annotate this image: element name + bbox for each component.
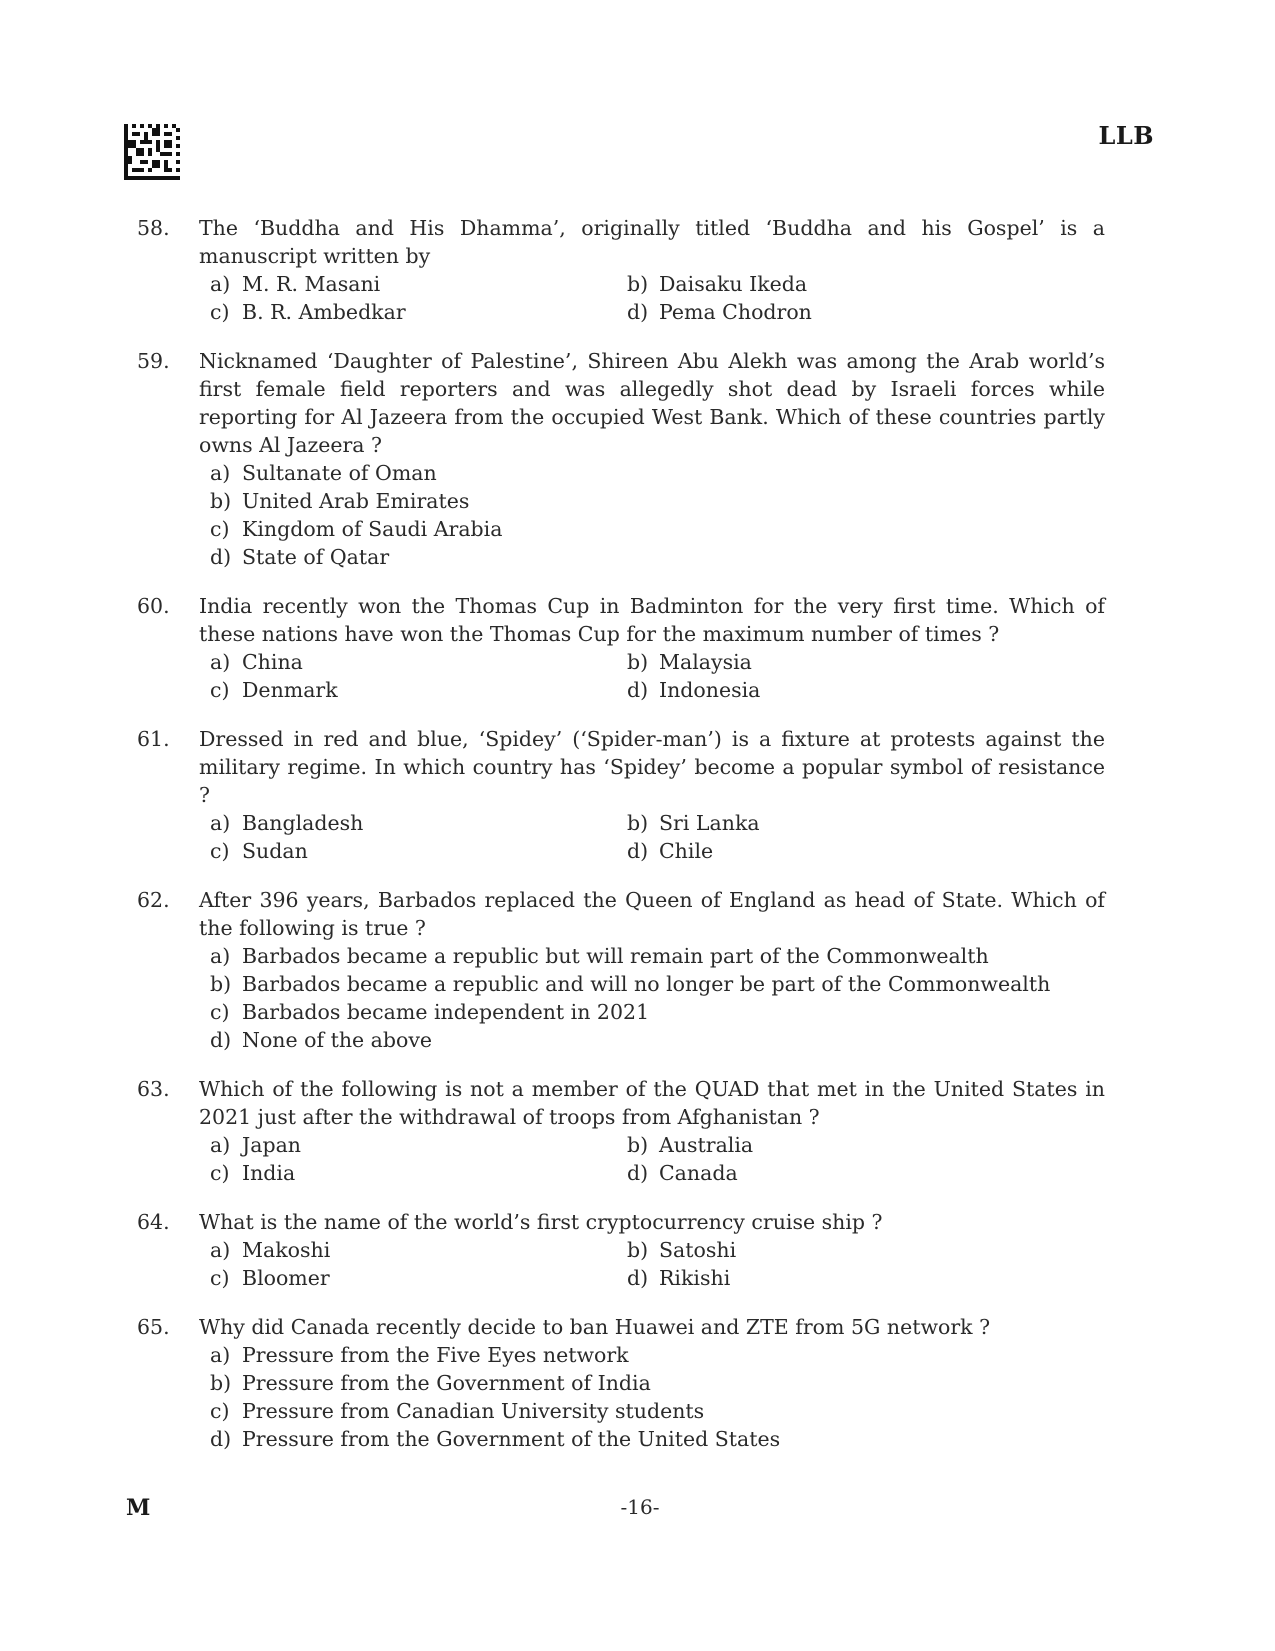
option-label: d): [210, 545, 232, 569]
option-a: [210, 809, 627, 837]
option-label: a): [210, 272, 231, 296]
option-label: a): [210, 1133, 231, 1157]
option-label: d): [627, 1161, 649, 1185]
option-label: c): [210, 1161, 230, 1185]
option-text: Japan: [242, 1133, 301, 1157]
question-number: 62.: [137, 888, 170, 912]
option-label: a): [210, 944, 231, 968]
option-label: a): [210, 1238, 231, 1262]
question-number: 64.: [137, 1210, 170, 1234]
option-a: [210, 942, 1105, 970]
question-text: Why did Canada recently decide to ban Huawei and ZTE from 5G network ?: [199, 1315, 991, 1339]
question-text: Nicknamed ‘Daughter of Palestine’, Shireen Abu Alekh was among the Arab world’s first female field reporters and was allegedly shot dead by Israeli forces while reporting for Al Jazeera from the occupied West Bank. Which of these countries partly owns Al Jazeera ?: [199, 349, 1105, 457]
option-c: [210, 837, 627, 865]
option-c: [210, 1264, 627, 1292]
option-label: a): [210, 811, 231, 835]
option-text: B. R. Ambedkar: [242, 300, 406, 324]
option-a: [210, 648, 627, 676]
option-b: [627, 809, 1105, 837]
option-d: [627, 1159, 1105, 1187]
option-label: c): [210, 300, 230, 324]
question-text: What is the name of the world’s first cryptocurrency cruise ship ?: [199, 1210, 883, 1234]
option-a: [210, 459, 1105, 487]
option-d: [210, 543, 1105, 571]
option-text: Pressure from the Five Eyes network: [242, 1343, 629, 1367]
option-text: M. R. Masani: [242, 272, 381, 296]
question-58: [137, 214, 1105, 326]
option-label: b): [627, 272, 649, 296]
option-text: State of Qatar: [242, 545, 390, 569]
question-text: Which of the following is not a member of the QUAD that met in the United States in 2021 just after the withdrawal of troops from Afghanistan ?: [199, 1077, 1105, 1129]
option-label: b): [627, 1238, 649, 1262]
question-64: [137, 1208, 1105, 1292]
option-text: Satoshi: [659, 1238, 737, 1262]
option-label: c): [210, 1399, 230, 1423]
option-text: Makoshi: [242, 1238, 331, 1262]
option-b: [627, 270, 1105, 298]
options: [210, 459, 1105, 571]
qr-code-icon: [124, 124, 180, 180]
option-label: a): [210, 650, 231, 674]
page-number: -16-: [620, 1495, 660, 1519]
option-text: Rikishi: [659, 1266, 731, 1290]
option-d: [627, 298, 1105, 326]
option-text: Bangladesh: [242, 811, 364, 835]
option-label: a): [210, 1343, 231, 1367]
option-a: [210, 1131, 627, 1159]
option-label: b): [210, 1371, 232, 1395]
options: [210, 942, 1105, 1054]
option-label: d): [627, 300, 649, 324]
option-text: Pressure from the Government of India: [242, 1371, 651, 1395]
option-c: [210, 515, 1105, 543]
question-number: 58.: [137, 216, 170, 240]
question-65: [137, 1313, 1105, 1453]
option-label: b): [627, 1133, 649, 1157]
option-label: b): [627, 811, 649, 835]
option-text: Sudan: [242, 839, 308, 863]
options: [210, 1131, 1105, 1187]
option-label: c): [210, 1000, 230, 1024]
option-a: [210, 1236, 627, 1264]
option-b: [627, 1131, 1105, 1159]
set-code: M: [126, 1495, 151, 1521]
question-number: 60.: [137, 594, 170, 618]
option-label: d): [210, 1028, 232, 1052]
option-label: d): [627, 1266, 649, 1290]
option-text: United Arab Emirates: [242, 489, 470, 513]
option-text: Pema Chodron: [659, 300, 812, 324]
option-label: b): [210, 972, 232, 996]
option-label: b): [627, 650, 649, 674]
option-text: None of the above: [242, 1028, 433, 1052]
option-c: [210, 998, 1105, 1026]
option-label: d): [627, 839, 649, 863]
question-60: [137, 592, 1105, 704]
option-text: Malaysia: [659, 650, 752, 674]
option-text: Pressure from the Government of the United States: [242, 1427, 781, 1451]
option-text: India: [242, 1161, 296, 1185]
option-a: [210, 1341, 1105, 1369]
options: [210, 1341, 1105, 1453]
option-b: [210, 487, 1105, 515]
question-number: 65.: [137, 1315, 170, 1339]
option-b: [210, 970, 1105, 998]
question-61: [137, 725, 1105, 865]
option-text: Indonesia: [659, 678, 761, 702]
options: [210, 648, 1105, 704]
option-text: Barbados became a republic and will no longer be part of the Commonwealth: [242, 972, 1051, 996]
option-d: [627, 837, 1105, 865]
option-text: Chile: [659, 839, 714, 863]
question-list: [137, 214, 1105, 1474]
option-b: [627, 648, 1105, 676]
option-b: [210, 1369, 1105, 1397]
option-label: d): [210, 1427, 232, 1451]
option-label: d): [627, 678, 649, 702]
option-d: [627, 676, 1105, 704]
question-number: 59.: [137, 349, 170, 373]
options: [210, 809, 1105, 865]
option-text: Barbados became independent in 2021: [242, 1000, 650, 1024]
options: [210, 270, 1105, 326]
option-label: c): [210, 1266, 230, 1290]
option-d: [627, 1264, 1105, 1292]
option-text: Bloomer: [242, 1266, 330, 1290]
option-text: China: [242, 650, 303, 674]
option-label: b): [210, 489, 232, 513]
question-63: [137, 1075, 1105, 1187]
option-label: a): [210, 461, 231, 485]
option-text: Canada: [659, 1161, 738, 1185]
option-text: Denmark: [242, 678, 338, 702]
option-text: Sultanate of Oman: [242, 461, 437, 485]
option-text: Pressure from Canadian University students: [242, 1399, 705, 1423]
options: [210, 1236, 1105, 1292]
question-text: India recently won the Thomas Cup in Badminton for the very first time. Which of these nations have won the Thomas Cup for the maximum number of times ?: [199, 594, 1105, 646]
option-c: [210, 298, 627, 326]
option-c: [210, 1397, 1105, 1425]
question-62: [137, 886, 1105, 1054]
question-number: 61.: [137, 727, 170, 751]
option-text: Barbados became a republic but will remain part of the Commonwealth: [242, 944, 989, 968]
option-text: Sri Lanka: [659, 811, 760, 835]
option-c: [210, 1159, 627, 1187]
question-text: Dressed in red and blue, ‘Spidey’ (‘Spider-man’) is a fixture at protests against the military regime. In which country has ‘Spidey’ become a popular symbol of resistance ?: [199, 727, 1105, 807]
option-label: c): [210, 839, 230, 863]
option-c: [210, 676, 627, 704]
option-a: [210, 270, 627, 298]
option-d: [210, 1026, 1105, 1054]
question-59: [137, 347, 1105, 571]
option-text: Kingdom of Saudi Arabia: [242, 517, 503, 541]
question-text: The ‘Buddha and His Dhamma’, originally titled ‘Buddha and his Gospel’ is a manuscript written by: [199, 216, 1105, 268]
option-b: [627, 1236, 1105, 1264]
option-label: c): [210, 517, 230, 541]
question-text: After 396 years, Barbados replaced the Queen of England as head of State. Which of the following is true ?: [199, 888, 1105, 940]
option-d: [210, 1425, 1105, 1453]
option-label: c): [210, 678, 230, 702]
option-text: Australia: [659, 1133, 754, 1157]
option-text: Daisaku Ikeda: [659, 272, 808, 296]
paper-code: LLB: [1098, 121, 1154, 150]
question-number: 63.: [137, 1077, 170, 1101]
